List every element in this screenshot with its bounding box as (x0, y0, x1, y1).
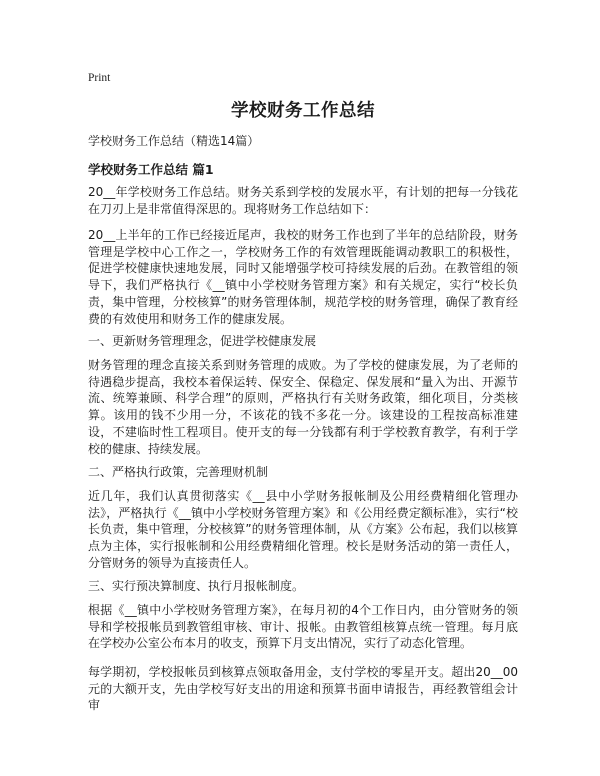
subheading-2: 二、严格执行政策，完善理财机制 (88, 465, 269, 479)
paragraph-2: 近几年，我们认真贯彻落实《__县中小学财务报帐制及公用经费精细化管理办法》，严格执行《__镇中小学校财务管理方案》和《公用经费定额标准》，实行“校长负责，集中管理，分校核算”的财务管理体制，从《方案》公布起，我们以核算点为主体，实行报帐制和公用经费精细化管理。校长是财务活动的第一责任人，分管财务的领导为直接责任人。 (88, 489, 518, 570)
paragraph-4: 每学期初，学校报帐员到核算点领取备用金，支付学校的零星开支。超出20__00元的大额开支，先由学校写好支出的用途和预算书面申请报告，再经教管组会计审 (88, 665, 518, 713)
subheading-1: 一、更新财务管理理念，促进学校健康发展 (88, 334, 317, 348)
paragraph-intro: 20__年学校财务工作总结。财务关系到学校的发展水平，有计划的把每一分钱花在刀刃上是非常值得深思的。现将财务工作总结如下： (88, 185, 518, 216)
paragraph-1: 财务管理的理念直接关系到财务管理的成败。为了学校的健康发展，为了老师的待遇稳步提高，我校本着保运转、保安全、保稳定、保发展和“量入为出、开源节流、统筹兼顾、科学合理”的原则，严格执行有关财务政策，细化项目，分类核算。该用的钱不少用一分，不该花的钱不多花一分。该建设的工程按高标准建设，不建临时性工程项目。使开支的每一分钱都有利于学校教育教学，有利于学校的健康、持续发展。 (88, 358, 518, 456)
document-title: 学校财务工作总结 (231, 101, 375, 121)
paragraph-overview: 20__上半年的工作已经接近尾声，我校的财务工作也到了半年的总结阶段，财务管理是学校中心工作之一，学校财务工作的有效管理既能调动教职工的积极性，促进学校健康快速地发展，同时又能增强学校可持续发展的后劲。在教管组的领导下，我们严格执行《__镇中小学校财务管理方案》和有关规定，实行“校长负责，集中管理，分校核算”的财务管理体制，规范学校的财务管理，确保了教育经费的有效使用和财务工作的健康发展。 (88, 228, 518, 326)
document-subtitle: 学校财务工作总结（精选14篇） (88, 134, 260, 148)
section-heading: 学校财务工作总结 篇1 (88, 162, 214, 177)
subheading-3: 三、实行预决算制度、执行月报帐制度。 (88, 579, 305, 593)
paragraph-3: 根据《__镇中小学校财务管理方案》，在每月初的4个工作日内，由分管财务的领导和学校报帐员到教管组审核、审计、报帐。由教管组核算点统一管理。每月底在学校办公室公布本月的收支，预算下月支出情况，实行了动态化管理。 (88, 603, 518, 651)
print-link[interactable]: Print (88, 72, 111, 84)
